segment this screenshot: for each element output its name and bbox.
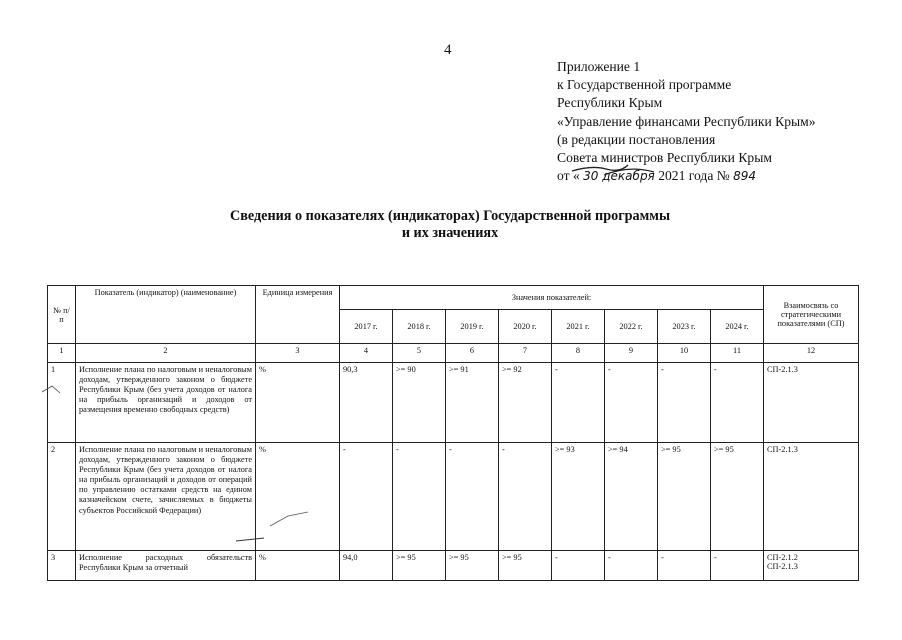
row-unit: % bbox=[256, 363, 340, 443]
pen-mark bbox=[236, 538, 264, 541]
appendix-line: (в редакции постановления bbox=[557, 131, 716, 147]
page-number: 4 bbox=[444, 42, 452, 58]
row-value: - bbox=[711, 363, 764, 443]
handwritten-number: 894 bbox=[733, 169, 757, 184]
column-number: 11 bbox=[711, 344, 764, 363]
row-value: >= 95 bbox=[499, 551, 552, 581]
header-link: Взаимосвязь со стратегическими показателями (СП) bbox=[764, 286, 859, 344]
row-num: 3 bbox=[48, 551, 76, 581]
column-number: 2 bbox=[76, 344, 256, 363]
row-value: >= 91 bbox=[446, 363, 499, 443]
row-indicator: Исполнение плана по налоговым и неналоговым доходам, утвержденного законом о бюджете Республики Крым (без учета доходов от налога на прибыль организаций и доходов от размещения временно свободных средств) bbox=[76, 363, 256, 443]
row-value: >= 95 bbox=[658, 443, 711, 551]
appendix-line: Республики Крым bbox=[557, 95, 663, 111]
column-number: 3 bbox=[256, 344, 340, 363]
column-number: 5 bbox=[393, 344, 446, 363]
row-value: >= 90 bbox=[393, 363, 446, 443]
row-value: >= 92 bbox=[499, 363, 552, 443]
date-suffix: 2021 года № bbox=[658, 168, 730, 184]
appendix-line: «Управление финансами Республики Крым» bbox=[557, 113, 816, 129]
column-number: 6 bbox=[446, 344, 499, 363]
row-link-line: СП-2.1.3 bbox=[767, 562, 798, 571]
row-value: >= 95 bbox=[711, 443, 764, 551]
row-value: >= 95 bbox=[393, 551, 446, 581]
row-link-line: СП-2.1.2 bbox=[767, 553, 798, 562]
row-link: СП-2.1.3 bbox=[764, 363, 859, 443]
row-value: - bbox=[446, 443, 499, 551]
row-value: - bbox=[393, 443, 446, 551]
row-value: 90,3 bbox=[340, 363, 393, 443]
row-value: - bbox=[658, 363, 711, 443]
row-value: >= 93 bbox=[552, 443, 605, 551]
column-number: 9 bbox=[605, 344, 658, 363]
row-value: - bbox=[605, 551, 658, 581]
header-unit: Единица измерения bbox=[256, 286, 340, 344]
column-number: 4 bbox=[340, 344, 393, 363]
column-number: 7 bbox=[499, 344, 552, 363]
row-value: - bbox=[711, 551, 764, 581]
column-number: 12 bbox=[764, 344, 859, 363]
row-unit: % bbox=[256, 551, 340, 581]
header-year: 2020 г. bbox=[499, 310, 552, 344]
row-link: СП-2.1.3 bbox=[764, 443, 859, 551]
header-year: 2022 г. bbox=[605, 310, 658, 344]
row-indicator: Исполнение плана по налоговым и неналоговым доходам, утвержденного законом о бюджете Республики Крым (без учета доходов от налога на прибыль организаций и доходов от операций по управлению остатками средств на едином казначейском счете, зачисляемых в бюджеты субъектов Российской Федерации) bbox=[76, 443, 256, 551]
appendix-line: к Государственной программе bbox=[557, 77, 732, 93]
row-value: - bbox=[658, 551, 711, 581]
header-year: 2017 г. bbox=[340, 310, 393, 344]
header-year: 2019 г. bbox=[446, 310, 499, 344]
row-value: - bbox=[340, 443, 393, 551]
header-values: Значения показателей: bbox=[340, 286, 764, 310]
appendix-line: Совета министров Республики Крым bbox=[557, 150, 772, 166]
row-value: >= 94 bbox=[605, 443, 658, 551]
header-year: 2018 г. bbox=[393, 310, 446, 344]
row-value: - bbox=[552, 363, 605, 443]
header-year: 2024 г. bbox=[711, 310, 764, 344]
row-indicator: Исполнение расходных обязательств Республики Крым за отчетный bbox=[76, 551, 256, 581]
row-value: - bbox=[499, 443, 552, 551]
title-line: Сведения о показателях (индикаторах) Государственной программы bbox=[229, 208, 671, 224]
row-value: - bbox=[552, 551, 605, 581]
appendix-line: Приложение 1 bbox=[557, 59, 641, 74]
row-num: 1 bbox=[48, 363, 76, 443]
column-number: 8 bbox=[552, 344, 605, 363]
pen-mark bbox=[42, 386, 60, 393]
column-number: 1 bbox=[48, 344, 76, 363]
header-year: 2021 г. bbox=[552, 310, 605, 344]
header-indicator: Показатель (индикатор) (наименование) bbox=[76, 286, 256, 344]
column-number: 10 bbox=[658, 344, 711, 363]
handwritten-date: 30 декабря bbox=[583, 169, 655, 184]
header-year: 2023 г. bbox=[658, 310, 711, 344]
row-unit: % bbox=[256, 443, 340, 551]
title-line: и их значениях bbox=[401, 225, 499, 241]
row-num: 2 bbox=[48, 443, 76, 551]
date-prefix: от « bbox=[557, 168, 580, 184]
row-value: 94,0 bbox=[340, 551, 393, 581]
header-num: № п/п bbox=[48, 286, 76, 344]
row-value: >= 95 bbox=[446, 551, 499, 581]
pen-mark bbox=[270, 512, 308, 526]
row-value: - bbox=[605, 363, 658, 443]
